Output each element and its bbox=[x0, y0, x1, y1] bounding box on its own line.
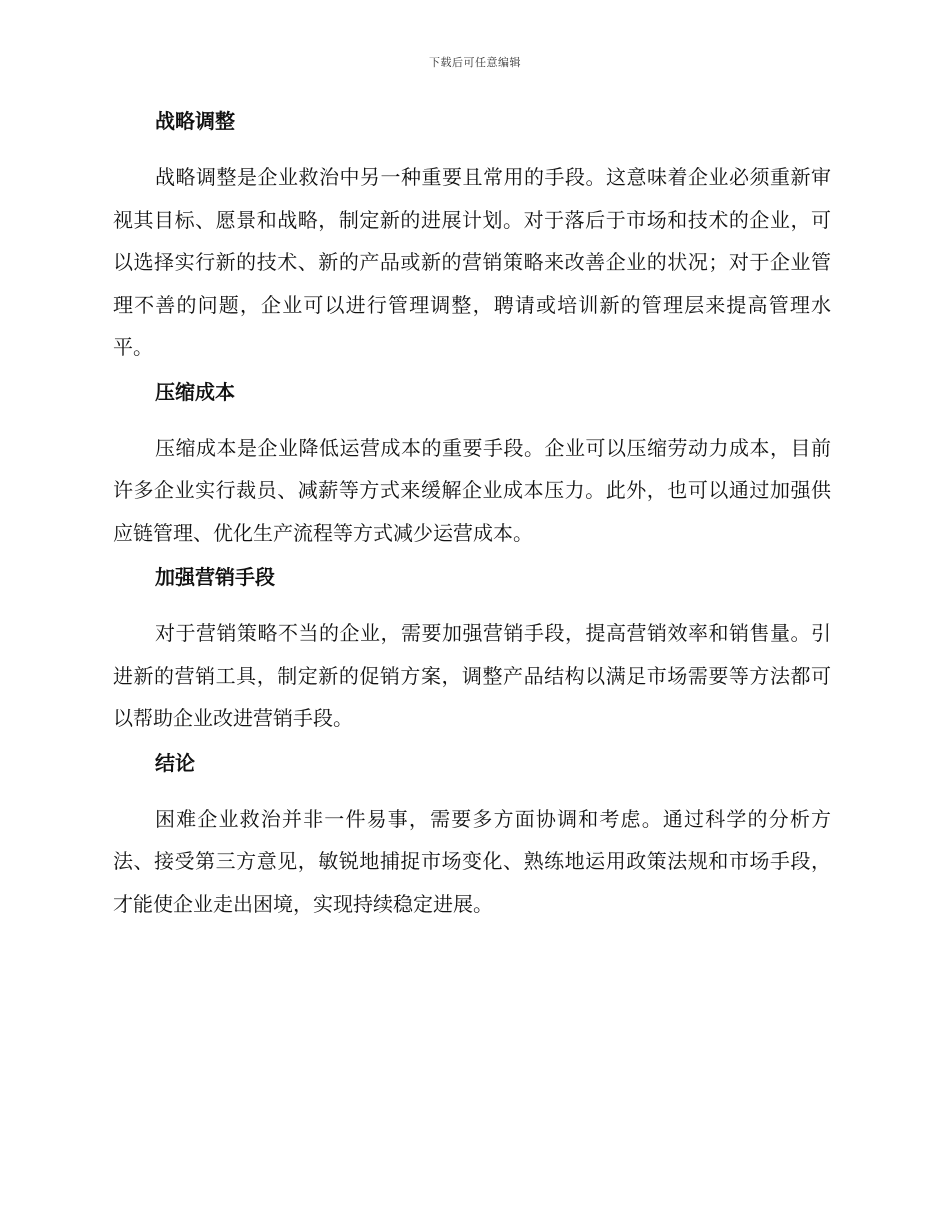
section-heading: 结论 bbox=[155, 750, 195, 775]
document-body bbox=[113, 106, 831, 933]
section-heading: 加强营销手段 bbox=[155, 565, 275, 589]
page-header: 下载后可任意编辑 bbox=[429, 56, 521, 69]
section-conclusion bbox=[113, 748, 831, 926]
section-cost-reduction bbox=[113, 377, 831, 555]
section-paragraph: 战略调整是企业救治中另一种重要且常用的手段。这意味着企业必须重新审视其目标、愿景和战略，制定新的进展计划。对于落后于市场和技术的企业，可以选择实行新的技术、新的产品或新的营销策略来改善企业的状况；对于企业管理不善的问题，企业可以进行管理调整，聘请或培训新的管理层来提高管理水平。 bbox=[113, 165, 831, 359]
section-paragraph: 对于营销策略不当的企业，需要加强营销手段，提高营销效率和销售量。引进新的营销工具，制定新的促销方案，调整产品结构以满足市场需要等方法都可以帮助企业改进营销手段。 bbox=[113, 621, 831, 730]
section-paragraph: 困难企业救治并非一件易事，需要多方面协调和考虑。通过科学的分析方法、接受第三方意见，敏锐地捕捉市场变化、熟练地运用政策法规和市场手段，才能使企业走出困境，实现持续稳定进展。 bbox=[113, 806, 831, 916]
section-strategy-adjustment bbox=[113, 106, 831, 369]
section-heading: 战略调整 bbox=[155, 109, 235, 133]
section-marketing bbox=[113, 562, 831, 740]
section-paragraph: 压缩成本是企业降低运营成本的重要手段。企业可以压缩劳动力成本，目前许多企业实行裁员、减薪等方式来缓解企业成本压力。此外，也可以通过加强供应链管理、优化生产流程等方式减少运营成本。 bbox=[113, 435, 831, 545]
section-heading: 压缩成本 bbox=[155, 379, 235, 404]
